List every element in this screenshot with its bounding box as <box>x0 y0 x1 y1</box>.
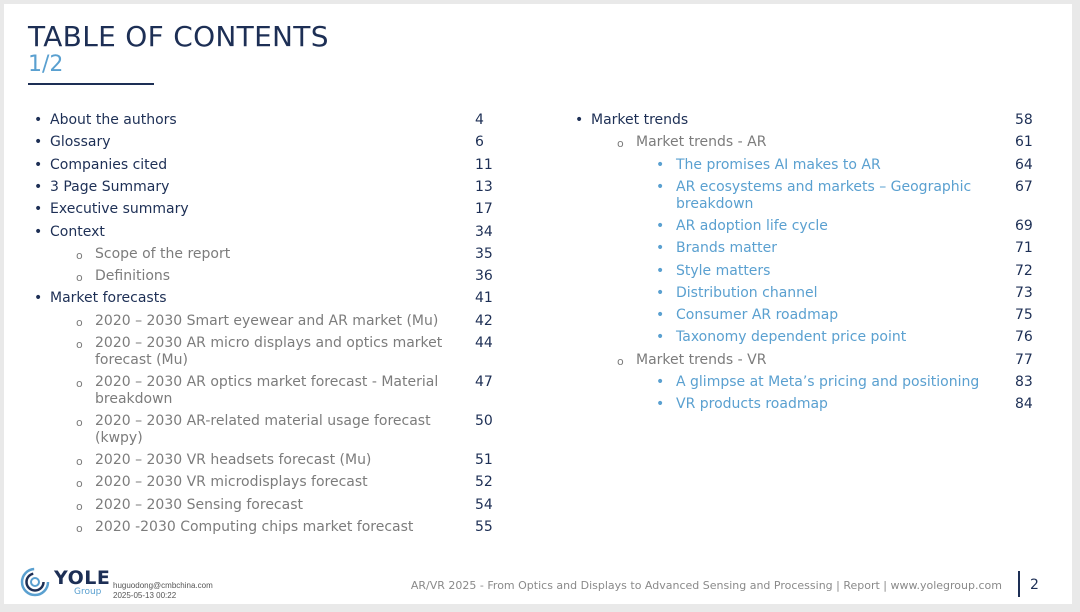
toc-entry-page-number: 4 <box>475 112 484 128</box>
toc-entry-page-number: 54 <box>475 496 493 513</box>
page-subtitle: 1/2 <box>28 52 64 77</box>
toc-entry-title-continued: breakdown <box>676 195 754 212</box>
toc-entry-title: Definitions <box>95 268 171 285</box>
toc-entry-page-number: 13 <box>475 178 493 195</box>
title-underline <box>28 83 154 85</box>
toc-entry-title: Market trends - AR <box>636 134 767 151</box>
dot-bullet-icon: • <box>34 201 43 218</box>
toc-entry-page-number: 75 <box>1015 307 1033 324</box>
toc-entry-page-number: 69 <box>1015 217 1033 234</box>
toc-entry-title: Executive summary <box>50 201 189 218</box>
circle-bullet-icon: o <box>76 499 83 513</box>
slide <box>4 4 1072 604</box>
toc-entry-page-number: 34 <box>475 223 493 240</box>
dot-bullet-icon: • <box>34 156 43 173</box>
dot-bullet-icon: • <box>656 217 665 234</box>
dot-bullet-icon: • <box>656 240 665 257</box>
dot-bullet-icon: • <box>34 223 43 240</box>
toc-entry-title: 3 Page Summary <box>50 178 170 195</box>
toc-entry-title-continued: breakdown <box>95 391 173 407</box>
toc-entry-page-number: 67 <box>1015 178 1033 195</box>
dot-bullet-icon: • <box>656 284 665 301</box>
dot-bullet-icon: • <box>575 112 584 128</box>
toc-entry-page-number: 6 <box>475 134 484 151</box>
toc-entry-title: 2020 – 2030 Smart eyewear and AR market (Mu) <box>95 312 439 329</box>
circle-bullet-icon: o <box>76 521 83 535</box>
toc-entry-title: Market trends <box>591 112 689 128</box>
page-title: TABLE OF CONTENTS <box>28 20 329 53</box>
toc-entry-title: AR ecosystems and markets – Geographic <box>676 178 972 195</box>
toc-entry-title: 2020 – 2030 Sensing forecast <box>95 496 303 513</box>
toc-entry-page-number: 11 <box>475 156 493 173</box>
circle-bullet-icon: o <box>76 271 83 285</box>
toc-entry-title: Consumer AR roadmap <box>676 307 839 324</box>
toc-entry-title: Market forecasts <box>50 290 167 307</box>
stamp-timestamp: 2025-05-13 00:22 <box>113 591 177 600</box>
dot-bullet-icon: • <box>656 262 665 279</box>
toc-entry-page-number: 51 <box>475 452 493 468</box>
toc-entry-title-continued: forecast (Mu) <box>95 352 188 368</box>
toc-entry-title: The promises AI makes to AR <box>676 156 881 173</box>
toc-entry-page-number: 72 <box>1015 262 1033 279</box>
dot-bullet-icon: • <box>34 178 43 195</box>
toc-entry-page-number: 42 <box>475 312 493 329</box>
dot-bullet-icon: • <box>34 112 43 128</box>
toc-entry-page-number: 61 <box>1015 134 1033 151</box>
toc-entry-page-number: 52 <box>475 474 493 491</box>
toc-entry-page-number: 47 <box>475 374 493 390</box>
circle-bullet-icon: o <box>76 338 83 351</box>
toc-entry-page-number: 76 <box>1015 329 1033 346</box>
toc-entry-title: Context <box>50 223 105 240</box>
dot-bullet-icon: • <box>34 290 43 307</box>
dot-bullet-icon: • <box>34 134 43 151</box>
toc-entry-page-number: 71 <box>1015 240 1033 257</box>
circle-bullet-icon: o <box>76 315 83 329</box>
toc-entry-title: VR products roadmap <box>676 396 828 413</box>
toc-entry-title: 2020 – 2030 AR micro displays and optics market <box>95 335 443 351</box>
toc-entry-page-number: 84 <box>1015 396 1033 413</box>
toc-entry-title: 2020 – 2030 VR microdisplays forecast <box>95 474 368 491</box>
toc-entry-page-number: 50 <box>475 413 493 429</box>
toc-entry-title: Distribution channel <box>676 284 818 301</box>
toc-entry-page-number: 83 <box>1015 374 1033 390</box>
toc-entry-page-number: 17 <box>475 201 493 218</box>
dot-bullet-icon: • <box>656 156 665 173</box>
footer-divider <box>1018 571 1020 597</box>
toc-entry-page-number: 64 <box>1015 156 1033 173</box>
toc-entry-page-number: 58 <box>1015 112 1033 128</box>
toc-entry-title: Taxonomy dependent price point <box>676 329 907 346</box>
toc-entry-title: Glossary <box>50 134 111 151</box>
toc-entry-title: Style matters <box>676 262 771 279</box>
toc-entry-page-number: 73 <box>1015 284 1033 301</box>
dot-bullet-icon: • <box>656 374 665 390</box>
toc-entry-page-number: 41 <box>475 290 493 307</box>
toc-entry-title: 2020 – 2030 AR optics market forecast - Material <box>95 374 439 390</box>
dot-bullet-icon: • <box>656 329 665 346</box>
logo-subtext: Group <box>74 587 102 597</box>
toc-entry-title: AR adoption life cycle <box>676 217 828 234</box>
toc-entry-page-number: 36 <box>475 268 493 285</box>
circle-bullet-icon: o <box>76 477 83 491</box>
toc-entry-title-continued: (kwpy) <box>95 430 143 446</box>
dot-bullet-icon: • <box>656 307 665 324</box>
circle-bullet-icon: o <box>617 354 624 368</box>
toc-entry-title: Market trends - VR <box>636 351 767 368</box>
toc-entry-title: 2020 – 2030 VR headsets forecast (Mu) <box>95 452 372 468</box>
circle-bullet-icon: o <box>76 377 83 390</box>
circle-bullet-icon: o <box>617 137 624 151</box>
dot-bullet-icon: • <box>656 178 665 195</box>
stamp-email: huguodong@cmbchina.com <box>113 581 213 590</box>
toc-entry-title: 2020 – 2030 AR-related material usage forecast <box>95 413 431 429</box>
footer-report-line: AR/VR 2025 - From Optics and Displays to Advanced Sensing and Processing | Report | www.yolegroup.com <box>410 579 1002 592</box>
circle-bullet-icon: o <box>76 416 83 429</box>
toc-entry-page-number: 55 <box>475 518 493 535</box>
toc-entry-page-number: 44 <box>475 335 493 351</box>
toc-entry-title: Scope of the report <box>95 245 231 262</box>
toc-entry-title: Brands matter <box>676 240 778 257</box>
toc-entry-title: 2020 -2030 Computing chips market forecast <box>95 518 414 535</box>
logo-wordmark: YOLE <box>54 567 111 589</box>
toc-entry-title: About the authors <box>50 112 177 128</box>
toc-entry-page-number: 77 <box>1015 351 1033 368</box>
circle-bullet-icon: o <box>76 248 83 262</box>
circle-bullet-icon: o <box>76 455 83 468</box>
dot-bullet-icon: • <box>656 396 665 413</box>
toc-entry-title: Companies cited <box>50 156 168 173</box>
page-number: 2 <box>1030 577 1039 593</box>
toc-entry-page-number: 35 <box>475 245 493 262</box>
toc-entry-title: A glimpse at Meta’s pricing and positioning <box>676 374 980 390</box>
watermark-stamp <box>113 581 213 601</box>
